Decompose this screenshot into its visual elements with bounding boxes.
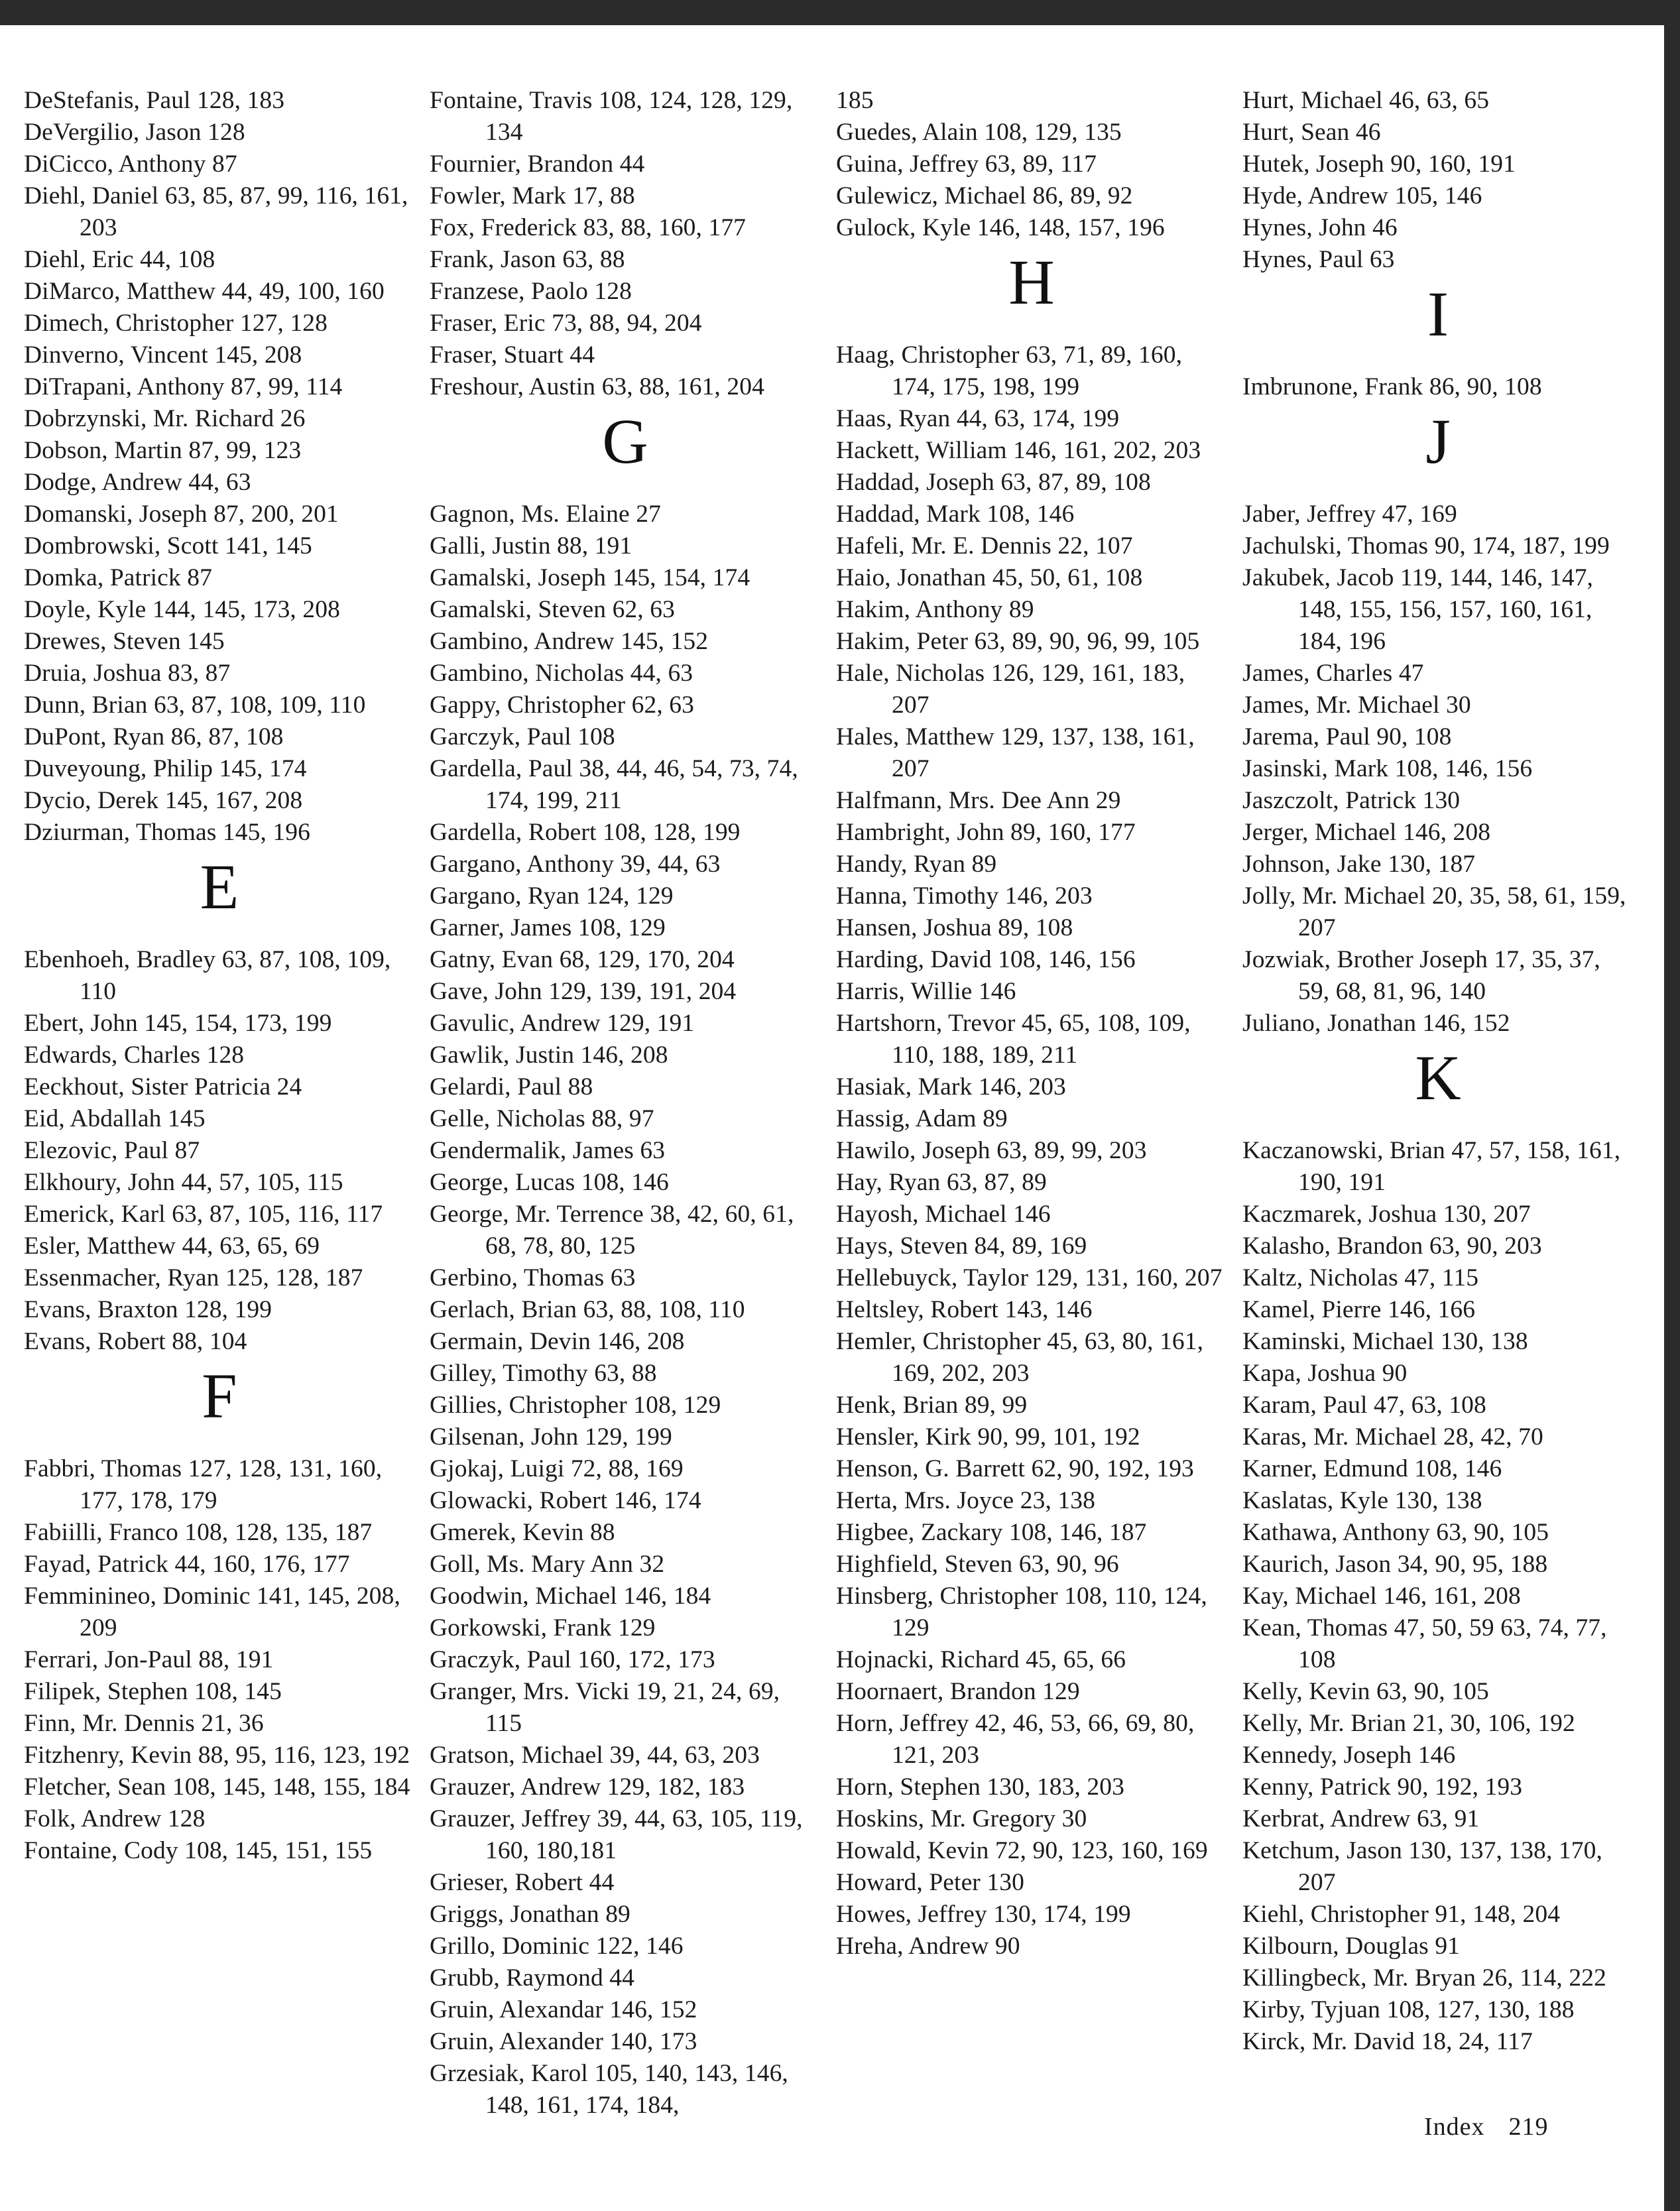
index-entry: Henk, Brian 89, 99	[836, 1392, 1028, 1419]
index-entry: Kapa, Joshua 90	[1242, 1360, 1408, 1387]
index-entry: Dobrzynski, Mr. Richard 26	[24, 405, 306, 432]
index-entry: Higbee, Zackary 108, 146, 187	[836, 1519, 1147, 1546]
index-entry: Horn, Jeffrey 42, 46, 53, 66, 69, 80, 121, 203	[836, 1710, 1195, 1769]
index-entry: Kaurich, Jason 34, 90, 95, 188	[1242, 1551, 1548, 1578]
index-entry-continuation: 185	[836, 87, 874, 114]
index-entry: Grieser, Robert 44	[430, 1869, 615, 1896]
index-entry: DuPont, Ryan 86, 87, 108	[24, 723, 284, 750]
index-entry: Karas, Mr. Michael 28, 42, 70	[1242, 1423, 1543, 1451]
index-entry: Dobson, Martin 87, 99, 123	[24, 437, 302, 464]
index-entry: Hackett, William 146, 161, 202, 203	[836, 437, 1201, 464]
index-entry: Granger, Mrs. Vicki 19, 21, 24, 69, 115	[430, 1678, 780, 1737]
index-entry: Fournier, Brandon 44	[430, 150, 645, 178]
index-entry: Haas, Ryan 44, 63, 174, 199	[836, 405, 1120, 432]
index-entry: Femminineo, Dominic 141, 145, 208, 209	[24, 1583, 400, 1642]
index-entry: Hawilo, Joseph 63, 89, 99, 203	[836, 1137, 1147, 1164]
index-entry: Kilbourn, Douglas 91	[1242, 1933, 1461, 1960]
index-entry: Gillies, Christopher 108, 129	[430, 1392, 721, 1419]
index-entry: Fabbri, Thomas 127, 128, 131, 160, 177, 178, 179	[24, 1455, 383, 1514]
footer-label: Index	[1424, 2113, 1485, 2141]
section-letter-heading: I	[1427, 278, 1449, 349]
index-entry: Howard, Peter 130	[836, 1869, 1024, 1896]
index-entry: Esler, Matthew 44, 63, 65, 69	[24, 1232, 320, 1260]
index-entry: Kaminski, Michael 130, 138	[1242, 1328, 1528, 1355]
index-entry: Fayad, Patrick 44, 160, 176, 177	[24, 1551, 350, 1578]
index-entry: Garner, James 108, 129	[430, 914, 666, 941]
index-entry: Elezovic, Paul 87	[24, 1137, 200, 1164]
index-entry: Karam, Paul 47, 63, 108	[1242, 1392, 1486, 1419]
index-entry: Ferrari, Jon-Paul 88, 191	[24, 1646, 274, 1673]
index-entry: Hreha, Andrew 90	[836, 1933, 1020, 1960]
index-entry: Frank, Jason 63, 88	[430, 246, 625, 273]
index-column-2	[430, 85, 821, 2121]
index-entry: Hinsberg, Christopher 108, 110, 124, 129	[836, 1583, 1207, 1642]
index-entry: Kamel, Pierre 146, 166	[1242, 1296, 1476, 1323]
index-entry: Fabiilli, Franco 108, 128, 135, 187	[24, 1519, 373, 1546]
index-entry: Eid, Abdallah 145	[24, 1105, 206, 1132]
index-entry: Hutek, Joseph 90, 160, 191	[1242, 150, 1516, 178]
index-entry: Gavulic, Andrew 129, 191	[430, 1010, 695, 1037]
index-entry: Doyle, Kyle 144, 145, 173, 208	[24, 596, 340, 623]
index-entry: Hays, Steven 84, 89, 169	[836, 1232, 1087, 1260]
index-entry: Dycio, Derek 145, 167, 208	[24, 787, 303, 814]
index-entry: Garczyk, Paul 108	[430, 723, 615, 750]
index-entry: Hansen, Joshua 89, 108	[836, 914, 1073, 941]
index-entry: Grubb, Raymond 44	[430, 1964, 634, 1992]
index-entry: DeStefanis, Paul 128, 183	[24, 87, 285, 114]
index-entry: Evans, Robert 88, 104	[24, 1328, 247, 1355]
index-entry: Duveyoung, Philip 145, 174	[24, 755, 307, 782]
index-entry: Elkhoury, John 44, 57, 105, 115	[24, 1169, 343, 1196]
index-entry: George, Mr. Terrence 38, 42, 60, 61, 68, 78, 80, 125	[430, 1201, 794, 1260]
index-entry: Gulewicz, Michael 86, 89, 92	[836, 182, 1133, 209]
index-entry: Hensler, Kirk 90, 99, 101, 192	[836, 1423, 1140, 1451]
index-entry: Jakubek, Jacob 119, 144, 146, 147, 148, 155, 156, 157, 160, 161, 184, 196	[1242, 564, 1594, 655]
index-entry: Diehl, Eric 44, 108	[24, 246, 215, 273]
index-entry: Halfmann, Mrs. Dee Ann 29	[836, 787, 1121, 814]
index-entry: Harris, Willie 146	[836, 978, 1016, 1005]
index-entry: Eeckhout, Sister Patricia 24	[24, 1073, 302, 1101]
index-entry: Gruin, Alexander 140, 173	[430, 2028, 697, 2055]
index-entry: Hynes, Paul 63	[1242, 246, 1395, 273]
index-column-3	[836, 85, 1227, 1962]
index-entry: Imbrunone, Frank 86, 90, 108	[1242, 373, 1542, 400]
index-entry: Fowler, Mark 17, 88	[430, 182, 635, 209]
index-entry: Gelle, Nicholas 88, 97	[430, 1105, 654, 1132]
index-entry: Grauzer, Jeffrey 39, 44, 63, 105, 119, 160, 180,181	[430, 1805, 803, 1864]
index-entry: Kaltz, Nicholas 47, 115	[1242, 1264, 1479, 1291]
index-entry: Edwards, Charles 128	[24, 1042, 245, 1069]
index-entry: Karner, Edmund 108, 146	[1242, 1455, 1502, 1482]
section-letter-heading: J	[1425, 406, 1451, 477]
index-entry: Emerick, Karl 63, 87, 105, 116, 117	[24, 1201, 383, 1228]
section-letter-heading: G	[602, 406, 648, 477]
index-entry: Goll, Ms. Mary Ann 32	[430, 1551, 665, 1578]
index-entry: Griggs, Jonathan 89	[430, 1901, 630, 1928]
index-entry: Goodwin, Michael 146, 184	[430, 1583, 711, 1610]
index-entry: Grzesiak, Karol 105, 140, 143, 146, 148, 161, 174, 184,	[430, 2060, 788, 2119]
section-letter-heading: K	[1415, 1042, 1461, 1113]
index-entry: Kean, Thomas 47, 50, 59 63, 74, 77, 108	[1242, 1614, 1607, 1673]
index-entry: Jaber, Jeffrey 47, 169	[1242, 501, 1457, 528]
index-entry: Henson, G. Barrett 62, 90, 192, 193	[836, 1455, 1194, 1482]
index-entry: Gatny, Evan 68, 129, 170, 204	[430, 946, 735, 973]
index-entry: Dunn, Brian 63, 87, 108, 109, 110	[24, 691, 366, 719]
index-entry: Gamalski, Steven 62, 63	[430, 596, 675, 623]
index-entry: Hyde, Andrew 105, 146	[1242, 182, 1482, 209]
index-entry: Haag, Christopher 63, 71, 89, 160, 174, 175, 198, 199	[836, 341, 1183, 400]
index-entry: Graczyk, Paul 160, 172, 173	[430, 1646, 715, 1673]
index-entry: Gappy, Christopher 62, 63	[430, 691, 694, 719]
index-entry: Kirck, Mr. David 18, 24, 117	[1242, 2028, 1533, 2055]
index-entry: Gulock, Kyle 146, 148, 157, 196	[836, 214, 1165, 241]
page-number: 219	[1508, 2113, 1549, 2141]
index-entry: Diehl, Daniel 63, 85, 87, 99, 116, 161, 203	[24, 182, 408, 241]
index-entry: Gmerek, Kevin 88	[430, 1519, 615, 1546]
index-entry: Gardella, Robert 108, 128, 199	[430, 819, 741, 846]
index-entry: Druia, Joshua 83, 87	[24, 660, 231, 687]
index-entry: Gilley, Timothy 63, 88	[430, 1360, 657, 1387]
index-entry: Gendermalik, James 63	[430, 1137, 666, 1164]
index-entry: Highfield, Steven 63, 90, 96	[836, 1551, 1119, 1578]
index-entry: Howald, Kevin 72, 90, 123, 160, 169	[836, 1837, 1208, 1864]
index-entry: Kaczmarek, Joshua 130, 207	[1242, 1201, 1531, 1228]
index-entry: Jozwiak, Brother Joseph 17, 35, 37, 59, 68, 81, 96, 140	[1242, 946, 1600, 1005]
index-entry: Dombrowski, Scott 141, 145	[24, 532, 312, 560]
index-entry: Horn, Stephen 130, 183, 203	[836, 1773, 1124, 1801]
index-entry: Johnson, Jake 130, 187	[1242, 851, 1476, 878]
index-entry: Handy, Ryan 89	[836, 851, 997, 878]
index-entry: Hynes, John 46	[1242, 214, 1398, 241]
index-entry: Hale, Nicholas 126, 129, 161, 183, 207	[836, 660, 1185, 719]
index-entry: Gamalski, Joseph 145, 154, 174	[430, 564, 750, 591]
index-entry: Kelly, Kevin 63, 90, 105	[1242, 1678, 1489, 1705]
index-entry: Guina, Jeffrey 63, 89, 117	[836, 150, 1097, 178]
index-entry: Galli, Justin 88, 191	[430, 532, 632, 560]
index-entry: Filipek, Stephen 108, 145	[24, 1678, 282, 1705]
index-entry: Germain, Devin 146, 208	[430, 1328, 685, 1355]
index-entry: Hoornaert, Brandon 129	[836, 1678, 1080, 1705]
index-entry: Killingbeck, Mr. Bryan 26, 114, 222	[1242, 1964, 1606, 1992]
index-entry: Heltsley, Robert 143, 146	[836, 1296, 1093, 1323]
index-entry: Jolly, Mr. Michael 20, 35, 58, 61, 159, 207	[1242, 882, 1626, 941]
index-entry: Hoskins, Mr. Gregory 30	[836, 1805, 1087, 1832]
index-entry: Haddad, Joseph 63, 87, 89, 108	[836, 469, 1151, 496]
index-entry: DiCicco, Anthony 87	[24, 150, 237, 178]
index-entry: Evans, Braxton 128, 199	[24, 1296, 272, 1323]
index-entry: Kenny, Patrick 90, 192, 193	[1242, 1773, 1523, 1801]
index-entry: Hojnacki, Richard 45, 65, 66	[836, 1646, 1126, 1673]
index-entry: James, Charles 47	[1242, 660, 1424, 687]
index-entry: Kaczanowski, Brian 47, 57, 158, 161, 190, 191	[1242, 1137, 1621, 1196]
index-entry: Franzese, Paolo 128	[430, 278, 632, 305]
index-entry: Gambino, Nicholas 44, 63	[430, 660, 693, 687]
section-letter-heading: F	[202, 1360, 237, 1431]
index-entry: Gambino, Andrew 145, 152	[430, 628, 709, 655]
index-entry: Hayosh, Michael 146	[836, 1201, 1051, 1228]
index-entry: Hellebuyck, Taylor 129, 131, 160, 207	[836, 1264, 1223, 1291]
index-entry: Gerbino, Thomas 63	[430, 1264, 636, 1291]
index-entry: Gelardi, Paul 88	[430, 1073, 593, 1101]
index-entry: Ebenhoeh, Bradley 63, 87, 108, 109, 110	[24, 946, 391, 1005]
index-entry: Kiehl, Christopher 91, 148, 204	[1242, 1901, 1561, 1928]
index-entry: Gilsenan, John 129, 199	[430, 1423, 672, 1451]
index-column-1	[24, 85, 415, 1867]
index-entry: Kathawa, Anthony 63, 90, 105	[1242, 1519, 1549, 1546]
index-entry: Fontaine, Travis 108, 124, 128, 129, 134	[430, 87, 793, 146]
index-entry: Jachulski, Thomas 90, 174, 187, 199	[1242, 532, 1610, 560]
index-entry: Dimech, Christopher 127, 128	[24, 310, 328, 337]
index-entry: Herta, Mrs. Joyce 23, 138	[836, 1487, 1095, 1514]
index-entry: Freshour, Austin 63, 88, 161, 204	[430, 373, 764, 400]
index-entry: Guedes, Alain 108, 129, 135	[836, 119, 1122, 146]
index-entry: Jasinski, Mark 108, 146, 156	[1242, 755, 1533, 782]
index-entry: Hemler, Christopher 45, 63, 80, 161, 169, 202, 203	[836, 1328, 1204, 1387]
index-entry: Kirby, Tyjuan 108, 127, 130, 188	[1242, 1996, 1575, 2023]
index-entry: Hartshorn, Trevor 45, 65, 108, 109, 110, 188, 189, 211	[836, 1010, 1191, 1069]
index-entry: Hanna, Timothy 146, 203	[836, 882, 1093, 910]
index-entry: Jaszczolt, Patrick 130	[1242, 787, 1461, 814]
index-entry: Dodge, Andrew 44, 63	[24, 469, 251, 496]
index-entry: Finn, Mr. Dennis 21, 36	[24, 1710, 264, 1737]
index-entry: Kaslatas, Kyle 130, 138	[1242, 1487, 1482, 1514]
index-entry: Fitzhenry, Kevin 88, 95, 116, 123, 192	[24, 1742, 410, 1769]
index-entry: Gorkowski, Frank 129	[430, 1614, 656, 1642]
index-entry: Gagnon, Ms. Elaine 27	[430, 501, 661, 528]
index-entry: Kennedy, Joseph 146	[1242, 1742, 1456, 1769]
index-entry: Glowacki, Robert 146, 174	[430, 1487, 701, 1514]
index-entry: Fontaine, Cody 108, 145, 151, 155	[24, 1837, 373, 1864]
index-entry: Fraser, Stuart 44	[430, 341, 595, 369]
index-entry: Kalasho, Brandon 63, 90, 203	[1242, 1232, 1542, 1260]
index-entry: James, Mr. Michael 30	[1242, 691, 1471, 719]
index-entry: Jarema, Paul 90, 108	[1242, 723, 1452, 750]
index-entry: Gjokaj, Luigi 72, 88, 169	[430, 1455, 684, 1482]
index-entry: Gave, John 129, 139, 191, 204	[430, 978, 737, 1005]
index-entry: Fox, Frederick 83, 88, 160, 177	[430, 214, 747, 241]
index-column-4	[1242, 85, 1634, 2058]
index-entry: Essenmacher, Ryan 125, 128, 187	[24, 1264, 363, 1291]
index-entry: Grillo, Dominic 122, 146	[430, 1933, 684, 1960]
index-entry: Gerlach, Brian 63, 88, 108, 110	[430, 1296, 745, 1323]
index-entry: Gratson, Michael 39, 44, 63, 203	[430, 1742, 760, 1769]
index-entry: Dinverno, Vincent 145, 208	[24, 341, 302, 369]
index-entry: George, Lucas 108, 146	[430, 1169, 669, 1196]
index-entry: Gawlik, Justin 146, 208	[430, 1042, 668, 1069]
index-entry: Juliano, Jonathan 146, 152	[1242, 1010, 1510, 1037]
index-entry: Fraser, Eric 73, 88, 94, 204	[430, 310, 702, 337]
index-entry: Hakim, Anthony 89	[836, 596, 1034, 623]
yearbook-index-page	[0, 25, 1664, 2211]
section-letter-heading: E	[200, 851, 239, 922]
index-entry: Gruin, Alexandar 146, 152	[430, 1996, 697, 2023]
index-entry: Gargano, Anthony 39, 44, 63	[430, 851, 721, 878]
index-entry: Hales, Matthew 129, 137, 138, 161, 207	[836, 723, 1195, 782]
index-entry: Folk, Andrew 128	[24, 1805, 206, 1832]
index-entry: Hafeli, Mr. E. Dennis 22, 107	[836, 532, 1133, 560]
index-entry: DeVergilio, Jason 128	[24, 119, 245, 146]
index-entry: Hassig, Adam 89	[836, 1105, 1008, 1132]
index-entry: Howes, Jeffrey 130, 174, 199	[836, 1901, 1131, 1928]
index-entry: Haddad, Mark 108, 146	[836, 501, 1075, 528]
index-entry: DiMarco, Matthew 44, 49, 100, 160	[24, 278, 385, 305]
index-entry: Kelly, Mr. Brian 21, 30, 106, 192	[1242, 1710, 1575, 1737]
index-entry: Grauzer, Andrew 129, 182, 183	[430, 1773, 745, 1801]
index-entry: Kerbrat, Andrew 63, 91	[1242, 1805, 1480, 1832]
index-entry: Gargano, Ryan 124, 129	[430, 882, 674, 910]
index-entry: Dziurman, Thomas 145, 196	[24, 819, 310, 846]
index-entry: Ketchum, Jason 130, 137, 138, 170, 207	[1242, 1837, 1602, 1896]
index-entry: Ebert, John 145, 154, 173, 199	[24, 1010, 332, 1037]
index-entry: Domka, Patrick 87	[24, 564, 212, 591]
index-entry: Jerger, Michael 146, 208	[1242, 819, 1491, 846]
index-entry: Haio, Jonathan 45, 50, 61, 108	[836, 564, 1143, 591]
index-entry: DiTrapani, Anthony 87, 99, 114	[24, 373, 343, 400]
index-entry: Drewes, Steven 145	[24, 628, 225, 655]
index-entry: Kay, Michael 146, 161, 208	[1242, 1583, 1521, 1610]
index-entry: Hurt, Michael 46, 63, 65	[1242, 87, 1490, 114]
index-entry: Harding, David 108, 146, 156	[836, 946, 1136, 973]
index-entry: Hay, Ryan 63, 87, 89	[836, 1169, 1047, 1196]
index-entry: Hasiak, Mark 146, 203	[836, 1073, 1066, 1101]
page-footer	[1424, 2112, 1549, 2141]
index-entry: Hakim, Peter 63, 89, 90, 96, 99, 105	[836, 628, 1200, 655]
index-entry: Gardella, Paul 38, 44, 46, 54, 73, 74, 174, 199, 211	[430, 755, 798, 814]
index-entry: Domanski, Joseph 87, 200, 201	[24, 501, 339, 528]
index-entry: Hurt, Sean 46	[1242, 119, 1381, 146]
index-entry: Hambright, John 89, 160, 177	[836, 819, 1136, 846]
index-entry: Fletcher, Sean 108, 145, 148, 155, 184	[24, 1773, 410, 1801]
section-letter-heading: H	[1008, 247, 1055, 318]
